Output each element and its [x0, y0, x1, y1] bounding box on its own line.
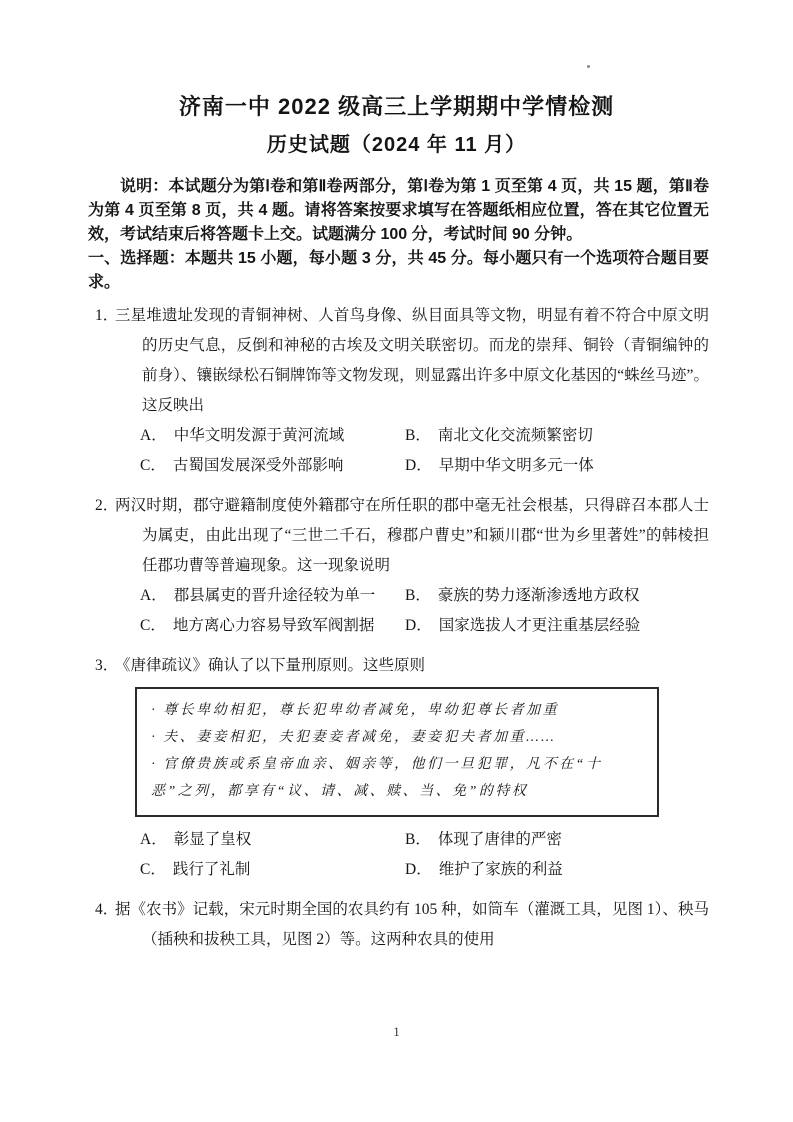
option-label: B． — [405, 587, 431, 604]
exam-subtitle: 历史试题（2024 年 11 月） — [266, 134, 527, 156]
option-b — [405, 581, 709, 611]
option-b — [405, 421, 709, 451]
option-d — [405, 855, 709, 885]
option-text: 豪族的势力逐渐渗透地方政权 — [437, 587, 640, 604]
option-label: D． — [405, 861, 432, 878]
question-stem: 《唐律疏议》确认了以下量刑原则。这些原则 — [115, 657, 426, 674]
option-text: 地方离心力容易导致军阀割据 — [172, 617, 375, 634]
question-number: 2． — [95, 497, 119, 514]
quote-line — [151, 751, 641, 805]
option-label: A． — [140, 831, 167, 848]
option-c — [140, 611, 405, 641]
option-label: A． — [140, 427, 167, 444]
question-2 — [95, 491, 709, 641]
stray-scan-mark — [587, 65, 590, 68]
option-label: A． — [140, 587, 167, 604]
option-c — [140, 855, 405, 885]
quote-box — [135, 687, 659, 817]
option-text: 践行了礼制 — [172, 861, 251, 878]
option-d — [405, 611, 709, 641]
option-text: 郡县属吏的晋升途径较为单一 — [173, 587, 376, 604]
option-a — [140, 421, 405, 451]
option-label: B． — [405, 427, 431, 444]
question-4 — [95, 895, 709, 955]
option-text: 维护了家族的利益 — [438, 861, 563, 878]
option-text: 古蜀国发展深受外部影响 — [172, 457, 344, 474]
quote-text: 尊长卑幼相犯，尊长犯卑幼者减免，卑幼犯尊长者加重 — [163, 703, 560, 718]
page-number: 1 — [393, 1024, 400, 1039]
option-label: D． — [405, 457, 432, 474]
question-stem: 据《农书》记载，宋元时期全国的农具约有 105 种，如筒车（灌溉工具，见图 1）、秧马（插秧和拔秧工具，见图 2）等。这两种农具的使用 — [115, 901, 709, 948]
option-text: 早期中华文明多元一体 — [438, 457, 594, 474]
option-text: 体现了唐律的严密 — [437, 831, 562, 848]
quote-line — [151, 697, 641, 724]
question-stem: 两汉时期，郡守避籍制度使外籍郡守在所任职的郡中毫无社会根基，只得辟召本郡人士为属吏，由此出现了“三世二千石，穆郡户曹史”和颍川郡“世为乡里著姓”的韩棱担任郡功曹等普遍现象。这一现象说明 — [115, 497, 709, 574]
question-number: 3． — [95, 657, 119, 674]
option-text: 国家选拔人才更注重基层经验 — [438, 617, 641, 634]
option-label: B． — [405, 831, 431, 848]
option-c — [140, 451, 405, 481]
option-text: 南北文化交流频繁密切 — [437, 427, 593, 444]
option-label: C． — [140, 861, 166, 878]
question-1 — [95, 301, 709, 481]
option-label: D． — [405, 617, 432, 634]
option-b — [405, 825, 709, 855]
exam-instructions: 说明：本试题分为第Ⅰ卷和第Ⅱ卷两部分，第Ⅰ卷为第 1 页至第 4 页，共 15 题，第Ⅱ卷为第 4 页至第 8 页，共 4 题。请将答案按要求填写在答题纸相应位置，答在其它位置无效，考试结束后将答题卡上交。试题满分 100 分，考试时间 90 分钟。 — [88, 178, 709, 243]
question-number: 1． — [95, 307, 119, 324]
question-list — [88, 301, 709, 955]
bullet-dot: · — [151, 703, 159, 718]
quote-line — [151, 724, 641, 751]
exam-title: 济南一中 2022 级高三上学期期中学情检测 — [178, 94, 615, 119]
quote-text: 官僚贵族或系皇帝血亲、姻亲等，他们一旦犯罪，凡不在“十恶”之列，都享有“议、请、减、赎、当、免”的特权 — [151, 757, 603, 799]
question-options — [95, 581, 709, 641]
question-number: 4． — [95, 901, 119, 918]
option-text: 中华文明发源于黄河流域 — [173, 427, 345, 444]
bullet-dot: · — [151, 757, 159, 772]
bullet-dot: · — [151, 730, 159, 745]
option-label: C． — [140, 617, 166, 634]
option-a — [140, 825, 405, 855]
question-options — [95, 825, 709, 885]
option-label: C． — [140, 457, 166, 474]
option-text: 彰显了皇权 — [173, 831, 252, 848]
option-d — [405, 451, 709, 481]
question-stem: 三星堆遗址发现的青铜神树、人首鸟身像、纵目面具等文物，明显有着不符合中原文明的历史气息，反倒和神秘的古埃及文明关联密切。而龙的崇拜、铜铃（青铜编钟的前身）、镶嵌绿松石铜牌饰等文物发现，则显露出许多中原文化基因的“蛛丝马迹”。这反映出 — [115, 307, 709, 414]
exam-content — [88, 175, 709, 955]
quote-text: 夫、妻妾相犯，夫犯妻妾者减免，妻妾犯夫者加重…… — [163, 730, 557, 745]
section-heading: 一、选择题：本题共 15 小题，每小题 3 分，共 45 分。每小题只有一个选项符合题目要求。 — [88, 250, 709, 291]
option-a — [140, 581, 405, 611]
question-options — [95, 421, 709, 481]
question-3 — [95, 651, 709, 885]
